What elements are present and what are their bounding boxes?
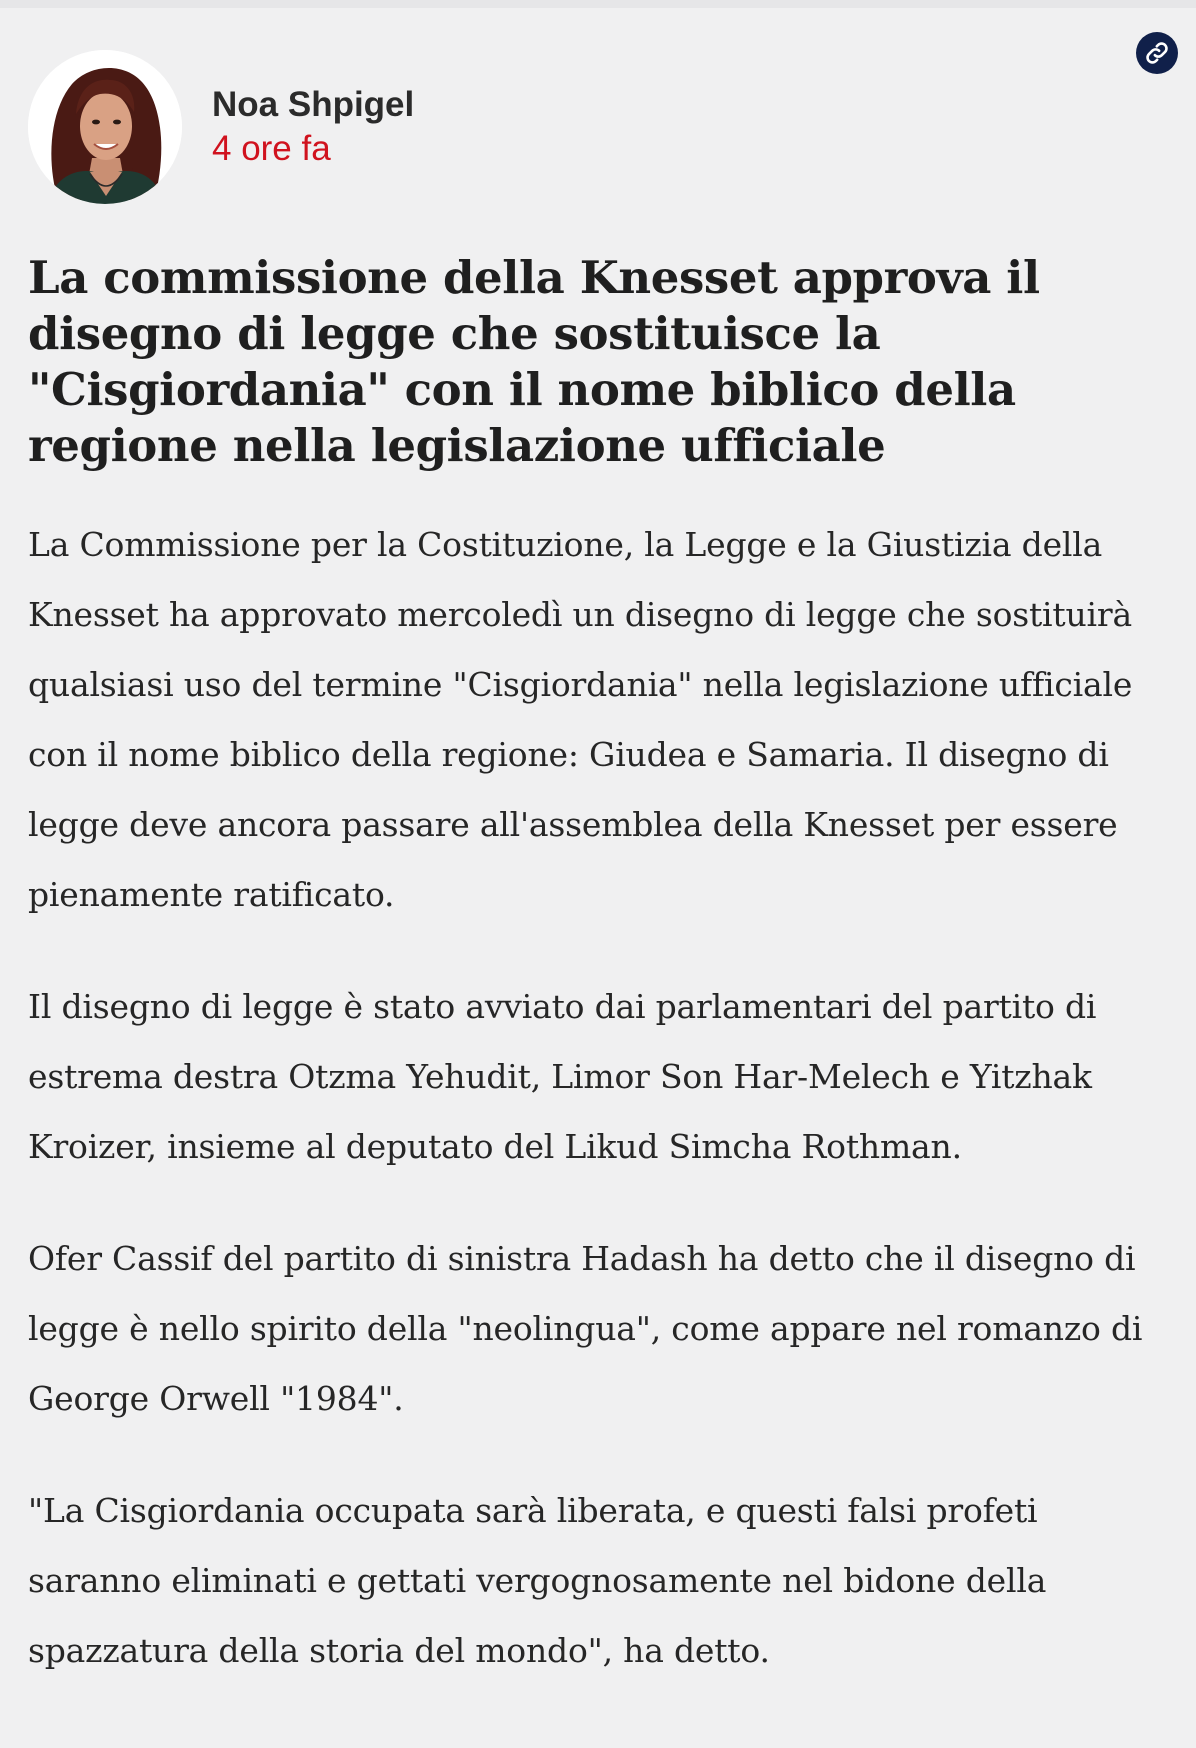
author-photo (28, 50, 182, 204)
article-headline: La commissione della Knesset approva il disegno di legge che sostituisce la "Cisgiordania" con il nome biblico della regione nella legislazione ufficiale (28, 251, 1040, 472)
article-paragraph: Il disegno di legge è stato avviato dai parlamentari del partito di estrema destra Otzma Yehudit, Limor Son Har-Melech e Yitzhak Kroizer, insieme al deputato del Likud Simcha Rothman. (28, 987, 1097, 1166)
article-paragraph: Ofer Cassif del partito di sinistra Hadash ha detto che il disegno di legge è nello spirito della "neolingua", come appare nel romanzo di George Orwell "1984". (28, 1239, 1143, 1418)
post-timestamp: 4 ore fa (212, 129, 331, 168)
author-meta (212, 86, 414, 169)
article-paragraph: "La Cisgiordania occupata sarà liberata, e questi falsi profeti saranno eliminati e gettati vergognosamente nel bidone della spazzatura della storia del mondo", ha detto. (28, 1491, 1047, 1670)
author-name[interactable]: Noa Shpigel (212, 84, 415, 124)
copy-link-button[interactable] (1136, 32, 1178, 74)
article-body (28, 510, 1178, 1728)
article-paragraph: La Commissione per la Costituzione, la Legge e la Giustizia della Knesset ha approvato mercoledì un disegno di legge che sostituirà qualsiasi uso del termine "Cisgiordania" nella legislazione ufficiale con il nome biblico della regione: Giudea e Samaria. Il disegno di legge deve ancora passare all'assemblea della Knesset per essere pienamente ratificato. (28, 525, 1133, 914)
avatar[interactable] (28, 50, 182, 204)
author-block (28, 50, 414, 204)
news-post-card (0, 8, 1196, 1748)
link-icon (1144, 40, 1170, 66)
